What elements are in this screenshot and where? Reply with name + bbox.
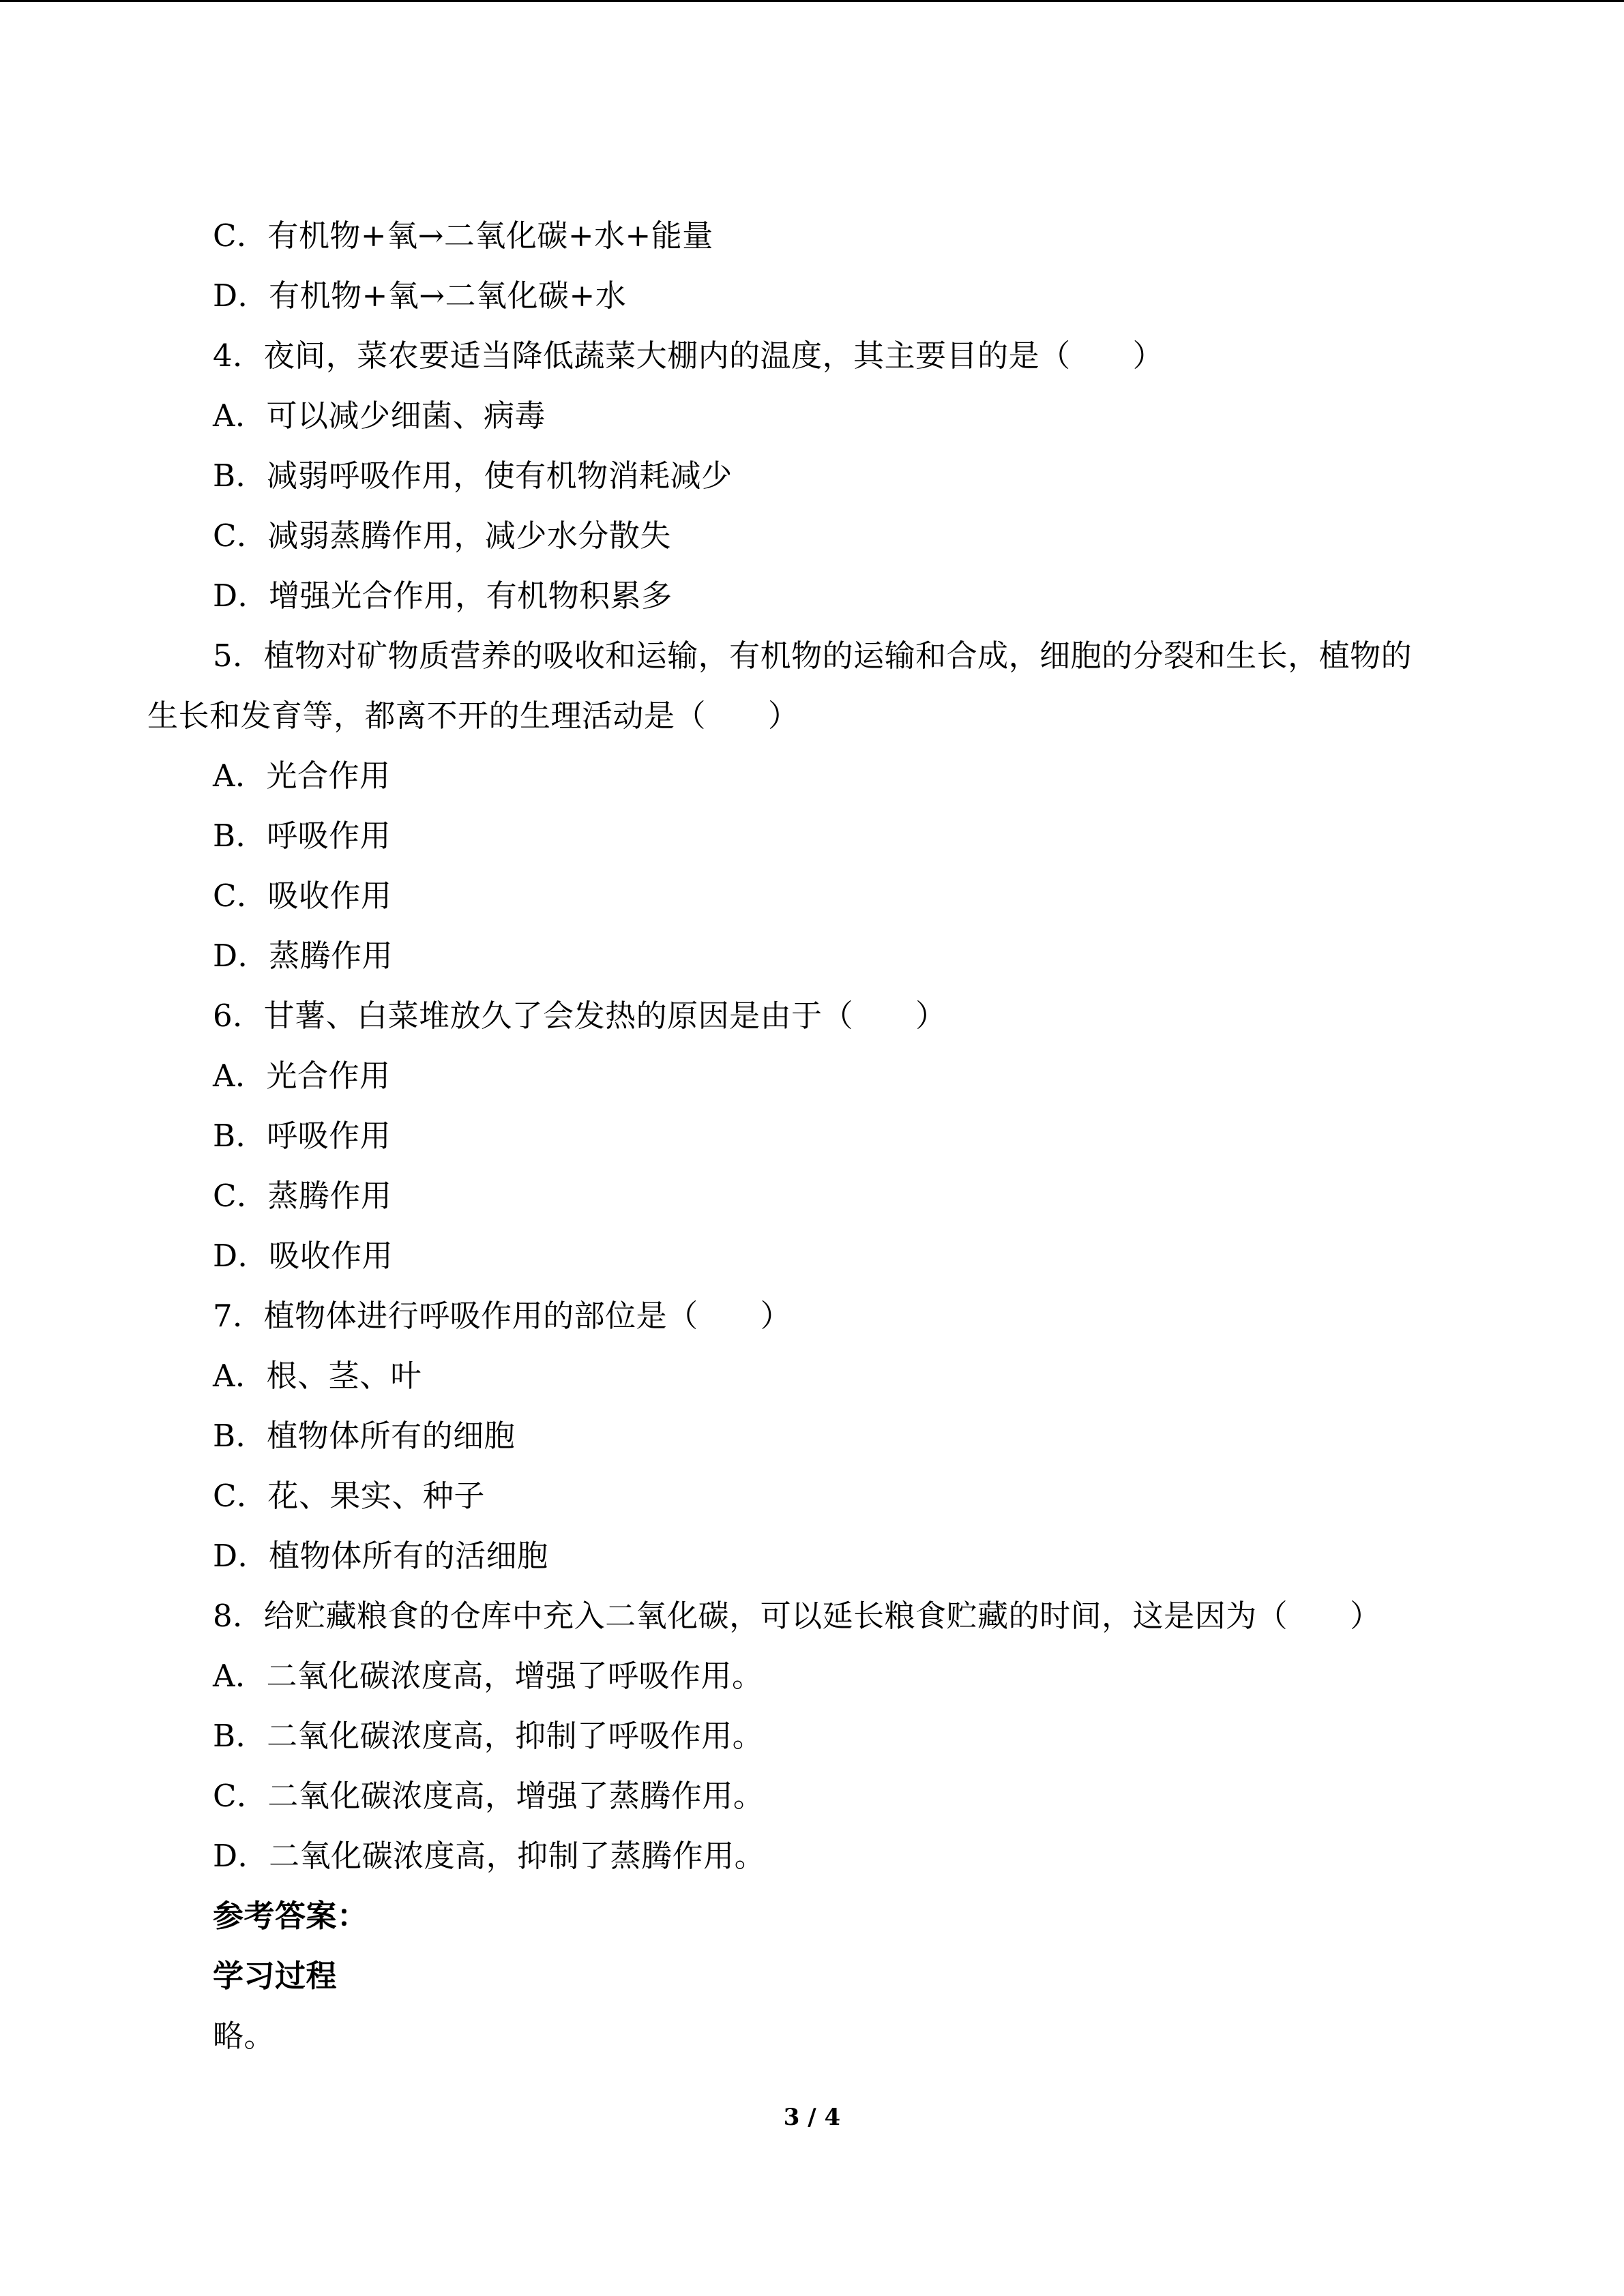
q8-option-d: D．二氧化碳浓度高，抑制了蒸腾作用。	[213, 1838, 766, 1874]
answers-heading: 参考答案：	[213, 1898, 368, 1934]
q7-option-b: B．植物体所有的细胞	[213, 1418, 516, 1454]
q6-stem: 6．甘薯、白菜堆放久了会发热的原因是由于（ ）	[213, 998, 947, 1034]
q7-option-a: A．根、茎、叶	[213, 1358, 422, 1394]
q6-option-b: B．呼吸作用	[213, 1118, 392, 1154]
q7-option-c: C．花、果实、种子	[213, 1478, 485, 1514]
q4-option-c: C．减弱蒸腾作用，减少水分散失	[213, 518, 671, 554]
q4-option-d: D．增强光合作用，有机物积累多	[213, 578, 673, 614]
answers-text: 略。	[213, 2018, 276, 2054]
page-top-border	[0, 0, 1624, 2]
q5-option-b: B．呼吸作用	[213, 818, 392, 854]
answers-subheading: 学习过程	[213, 1958, 338, 1994]
q6-option-a: A．光合作用	[213, 1058, 391, 1094]
q8-option-c: C．二氧化碳浓度高，增强了蒸腾作用。	[213, 1778, 765, 1814]
q8-option-b: B．二氧化碳浓度高，抑制了呼吸作用。	[213, 1718, 764, 1754]
q5-stem-line1: 5．植物对矿物质营养的吸收和运输，有机物的运输和合成，细胞的分裂和生长，植物的	[213, 638, 1413, 674]
q8-option-a: A．二氧化碳浓度高，增强了呼吸作用。	[213, 1658, 763, 1694]
q7-option-d: D．植物体所有的活细胞	[213, 1538, 548, 1574]
q3-option-c: C．有机物+氧→二氧化碳+水+能量	[213, 218, 713, 254]
q4-stem: 4．夜间，菜农要适当降低蔬菜大棚内的温度，其主要目的是（ ）	[213, 338, 1164, 374]
q5-stem-line2: 生长和发育等，都离不开的生理活动是（ ）	[147, 698, 799, 734]
q4-option-b: B．减弱呼吸作用，使有机物消耗减少	[213, 458, 733, 494]
q5-option-c: C．吸收作用	[213, 878, 392, 914]
q4-option-a: A．可以减少细菌、病毒	[213, 398, 546, 434]
q6-option-d: D．吸收作用	[213, 1238, 394, 1274]
q8-stem: 8．给贮藏粮食的仓库中充入二氧化碳，可以延长粮食贮藏的时间，这是因为（ ）	[213, 1598, 1381, 1634]
q5-option-a: A．光合作用	[213, 758, 391, 794]
page-number: 3 / 4	[783, 2104, 841, 2131]
q6-option-c: C．蒸腾作用	[213, 1178, 392, 1214]
q7-stem: 7．植物体进行呼吸作用的部位是（ ）	[213, 1298, 792, 1334]
q3-option-d: D．有机物+氧→二氧化碳+水	[213, 278, 627, 314]
q5-option-d: D．蒸腾作用	[213, 938, 394, 974]
